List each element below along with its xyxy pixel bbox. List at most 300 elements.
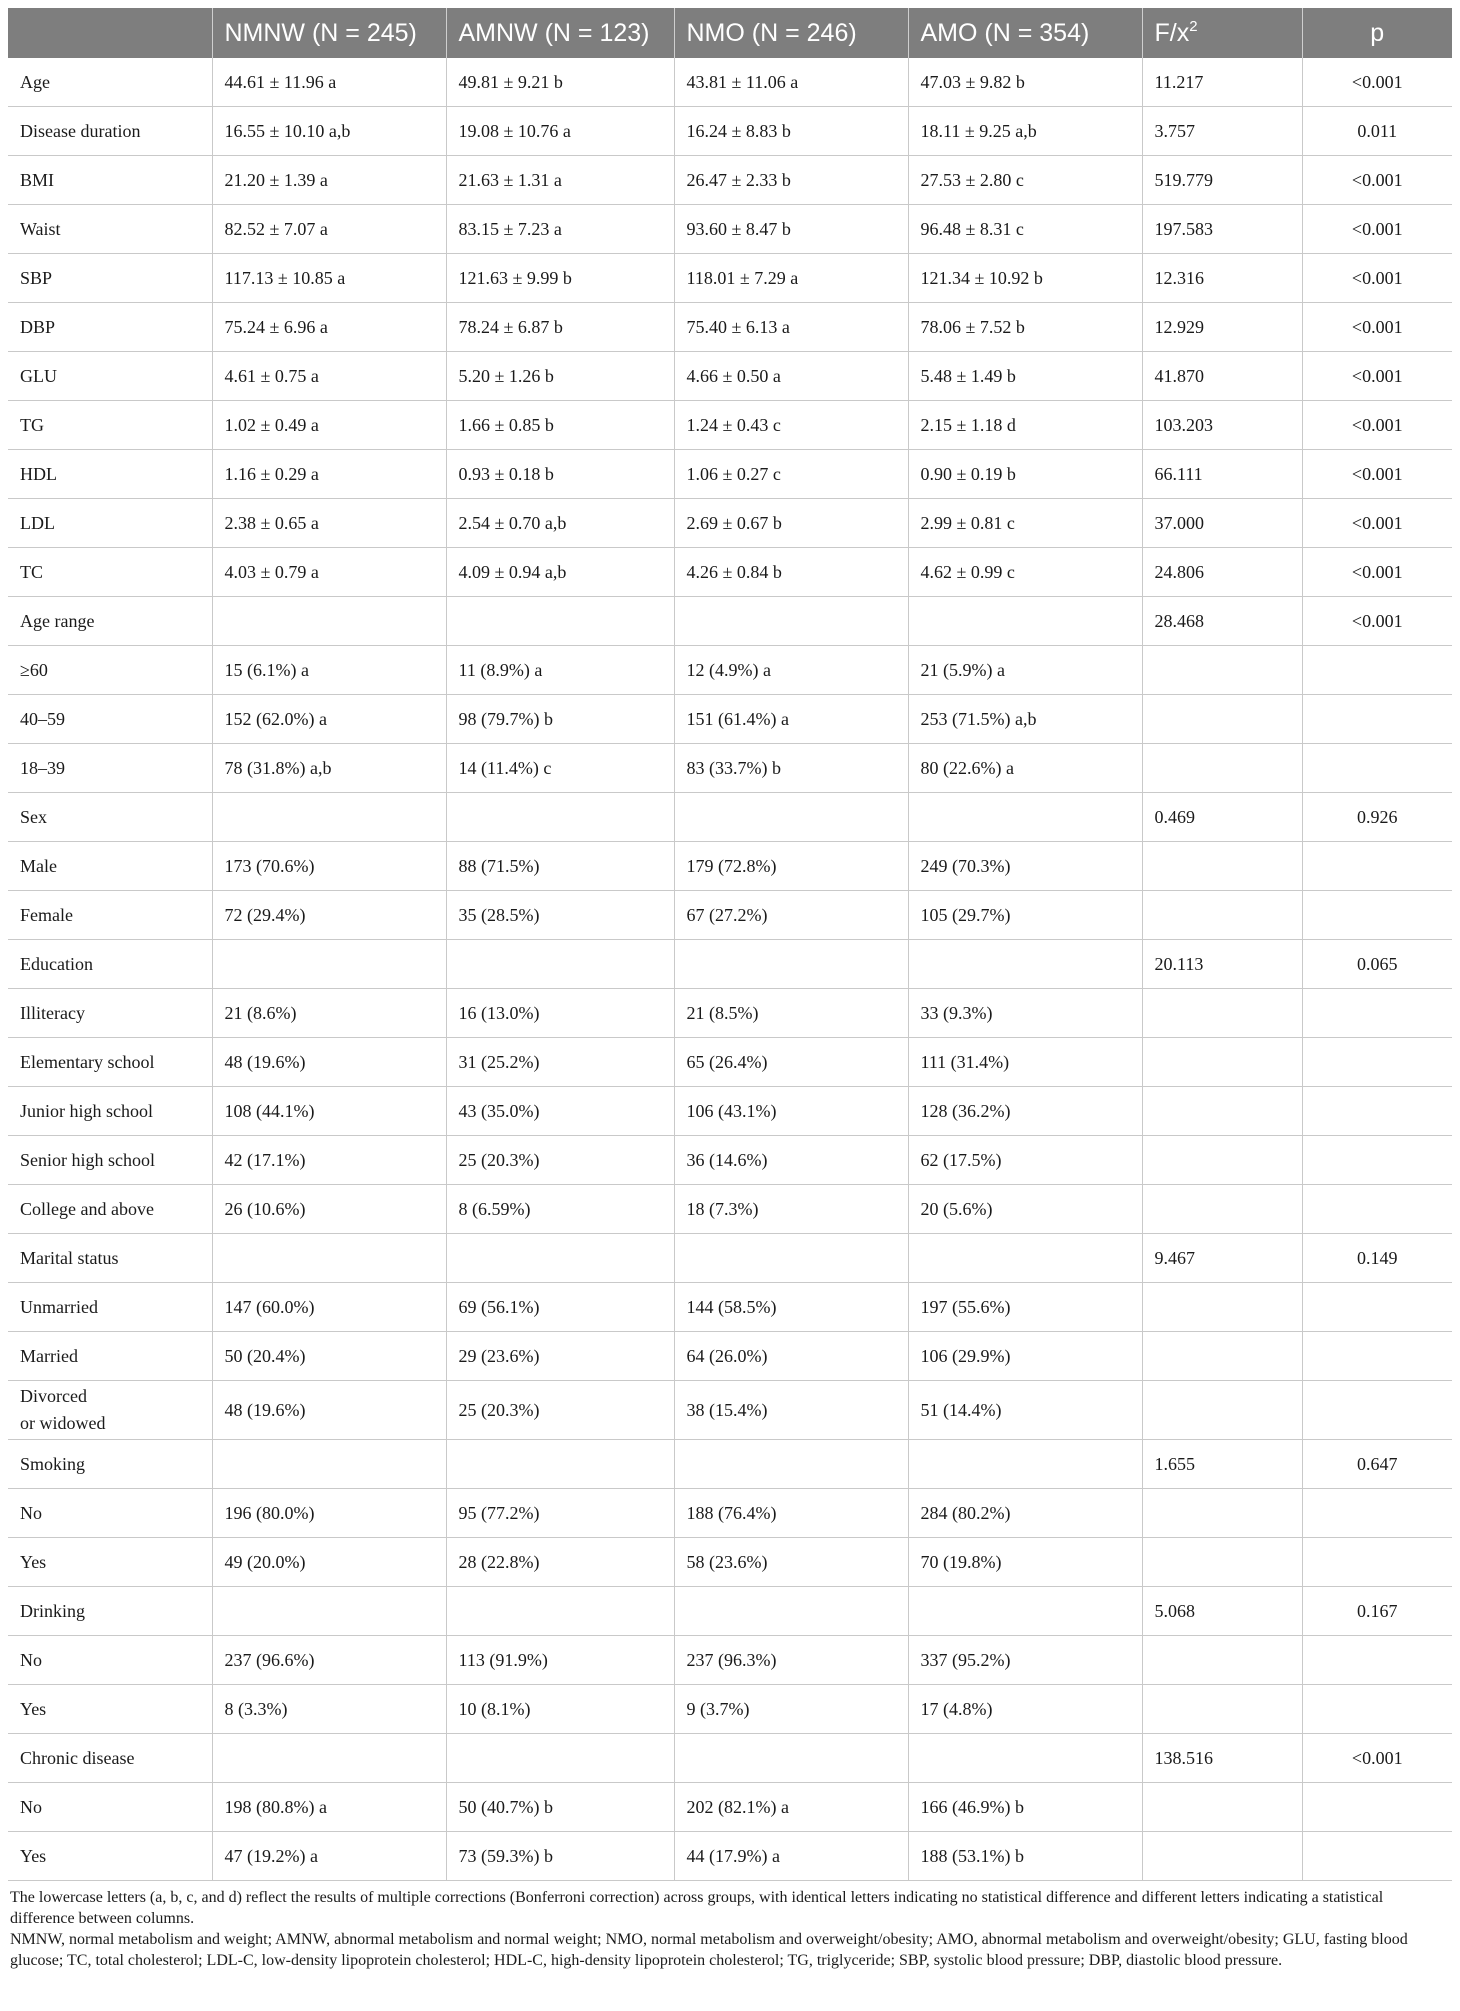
row-label-cell: Senior high school — [8, 1136, 212, 1185]
table-cell: 20.113 — [1142, 940, 1302, 989]
table-cell: 27.53 ± 2.80 c — [908, 156, 1142, 205]
table-cell — [1142, 695, 1302, 744]
table-row — [8, 1440, 1452, 1489]
table-cell: 58 (23.6%) — [674, 1538, 908, 1587]
table-row — [8, 499, 1452, 548]
table-cell: 2.54 ± 0.70 a,b — [446, 499, 674, 548]
table-row — [8, 940, 1452, 989]
table-cell: <0.001 — [1302, 205, 1452, 254]
table-cell: 62 (17.5%) — [908, 1136, 1142, 1185]
table-cell: 11 (8.9%) a — [446, 646, 674, 695]
row-label-cell: Married — [8, 1332, 212, 1381]
table-cell: 188 (53.1%) b — [908, 1832, 1142, 1881]
table-cell: 83 (33.7%) b — [674, 744, 908, 793]
row-label-cell: Yes — [8, 1685, 212, 1734]
table-row — [8, 1538, 1452, 1587]
row-label-cell: Disease duration — [8, 107, 212, 156]
table-cell: 103.203 — [1142, 401, 1302, 450]
row-label-cell: Yes — [8, 1538, 212, 1587]
table-cell: 0.926 — [1302, 793, 1452, 842]
table-cell: 4.26 ± 0.84 b — [674, 548, 908, 597]
table-cell: 16 (13.0%) — [446, 989, 674, 1038]
table-cell: 1.16 ± 0.29 a — [212, 450, 446, 499]
table-cell: 21 (8.6%) — [212, 989, 446, 1038]
table-cell: 173 (70.6%) — [212, 842, 446, 891]
header-cell-statistic — [1142, 8, 1302, 58]
table-cell — [1142, 842, 1302, 891]
table-cell: 9 (3.7%) — [674, 1685, 908, 1734]
table-cell: 197.583 — [1142, 205, 1302, 254]
data-table — [8, 8, 1452, 1881]
table-cell — [446, 1234, 674, 1283]
table-cell — [908, 597, 1142, 646]
table-cell — [1142, 1489, 1302, 1538]
table-cell — [1302, 1038, 1452, 1087]
table-cell: 96.48 ± 8.31 c — [908, 205, 1142, 254]
table-footnotes — [8, 1887, 1450, 1971]
table-cell: 0.167 — [1302, 1587, 1452, 1636]
table-cell — [212, 597, 446, 646]
row-label-cell: College and above — [8, 1185, 212, 1234]
table-cell: 0.93 ± 0.18 b — [446, 450, 674, 499]
table-cell: 196 (80.0%) — [212, 1489, 446, 1538]
row-label-cell: No — [8, 1489, 212, 1538]
table-cell: 138.516 — [1142, 1734, 1302, 1783]
table-row — [8, 1685, 1452, 1734]
row-label-cell: Elementary school — [8, 1038, 212, 1087]
table-cell: 80 (22.6%) a — [908, 744, 1142, 793]
table-cell: 12.316 — [1142, 254, 1302, 303]
row-label-cell: Age — [8, 58, 212, 107]
table-cell: 48 (19.6%) — [212, 1038, 446, 1087]
table-cell: 69 (56.1%) — [446, 1283, 674, 1332]
row-label-line: or widowed — [20, 1413, 106, 1433]
table-cell: 25 (20.3%) — [446, 1136, 674, 1185]
table-cell: 4.09 ± 0.94 a,b — [446, 548, 674, 597]
table-cell — [1142, 1038, 1302, 1087]
table-cell: 284 (80.2%) — [908, 1489, 1142, 1538]
table-cell — [674, 1734, 908, 1783]
table-cell: 35 (28.5%) — [446, 891, 674, 940]
table-cell: 31 (25.2%) — [446, 1038, 674, 1087]
table-row — [8, 156, 1452, 205]
table-cell — [1142, 646, 1302, 695]
table-cell — [212, 940, 446, 989]
table-cell — [908, 793, 1142, 842]
table-row — [8, 1283, 1452, 1332]
table-cell: 47 (19.2%) a — [212, 1832, 446, 1881]
row-label-cell: DBP — [8, 303, 212, 352]
table-cell: 78.06 ± 7.52 b — [908, 303, 1142, 352]
table-cell: 64 (26.0%) — [674, 1332, 908, 1381]
table-cell — [212, 793, 446, 842]
table-cell — [908, 1440, 1142, 1489]
table-cell: 0.149 — [1302, 1234, 1452, 1283]
table-cell: 117.13 ± 10.85 a — [212, 254, 446, 303]
table-cell: 49.81 ± 9.21 b — [446, 58, 674, 107]
table-cell: <0.001 — [1302, 597, 1452, 646]
table-row — [8, 744, 1452, 793]
table-cell — [674, 1587, 908, 1636]
table-cell: 3.757 — [1142, 107, 1302, 156]
table-cell: 0.90 ± 0.19 b — [908, 450, 1142, 499]
table-cell: 105 (29.7%) — [908, 891, 1142, 940]
table-cell: <0.001 — [1302, 303, 1452, 352]
table-cell — [1302, 1832, 1452, 1881]
table-cell: 75.40 ± 6.13 a — [674, 303, 908, 352]
table-cell — [1302, 1087, 1452, 1136]
table-cell: 26 (10.6%) — [212, 1185, 446, 1234]
row-label-cell: TG — [8, 401, 212, 450]
header-row — [8, 8, 1452, 58]
row-label-cell: Male — [8, 842, 212, 891]
row-label-cell: Drinking — [8, 1587, 212, 1636]
table-row — [8, 1234, 1452, 1283]
table-cell — [1142, 1087, 1302, 1136]
table-cell: 4.62 ± 0.99 c — [908, 548, 1142, 597]
table-cell: <0.001 — [1302, 156, 1452, 205]
table-cell: 1.66 ± 0.85 b — [446, 401, 674, 450]
table-cell: 25 (20.3%) — [446, 1381, 674, 1440]
table-cell: 36 (14.6%) — [674, 1136, 908, 1185]
table-cell: 4.66 ± 0.50 a — [674, 352, 908, 401]
table-cell — [1142, 1538, 1302, 1587]
table-cell: 179 (72.8%) — [674, 842, 908, 891]
table-cell: 0.011 — [1302, 107, 1452, 156]
table-cell: 5.48 ± 1.49 b — [908, 352, 1142, 401]
table-row — [8, 1587, 1452, 1636]
table-cell: 14 (11.4%) c — [446, 744, 674, 793]
table-cell: 118.01 ± 7.29 a — [674, 254, 908, 303]
row-label-cell: Waist — [8, 205, 212, 254]
table-cell — [674, 793, 908, 842]
table-cell: 106 (29.9%) — [908, 1332, 1142, 1381]
table-cell: 44 (17.9%) a — [674, 1832, 908, 1881]
row-label-cell: Illiteracy — [8, 989, 212, 1038]
table-cell: 78 (31.8%) a,b — [212, 744, 446, 793]
header-cell-amo: AMO (N = 354) — [908, 8, 1142, 58]
table-cell: 95 (77.2%) — [446, 1489, 674, 1538]
table-cell: 70 (19.8%) — [908, 1538, 1142, 1587]
table-cell — [212, 1234, 446, 1283]
table-cell: 2.69 ± 0.67 b — [674, 499, 908, 548]
table-cell: 88 (71.5%) — [446, 842, 674, 891]
table-cell — [1302, 1685, 1452, 1734]
row-label-cell: No — [8, 1636, 212, 1685]
table-cell: 19.08 ± 10.76 a — [446, 107, 674, 156]
table-row — [8, 303, 1452, 352]
table-cell: <0.001 — [1302, 352, 1452, 401]
table-row — [8, 1087, 1452, 1136]
table-cell: 4.61 ± 0.75 a — [212, 352, 446, 401]
table-row — [8, 401, 1452, 450]
row-label-cell: TC — [8, 548, 212, 597]
table-cell: 28.468 — [1142, 597, 1302, 646]
table-cell: 11.217 — [1142, 58, 1302, 107]
table-cell: 144 (58.5%) — [674, 1283, 908, 1332]
table-cell — [674, 597, 908, 646]
table-cell: 42 (17.1%) — [212, 1136, 446, 1185]
table-cell: 2.38 ± 0.65 a — [212, 499, 446, 548]
table-cell — [1302, 695, 1452, 744]
table-cell — [908, 1734, 1142, 1783]
table-cell — [1302, 891, 1452, 940]
table-cell: 29 (23.6%) — [446, 1332, 674, 1381]
table-cell: <0.001 — [1302, 58, 1452, 107]
row-label-cell: ≥60 — [8, 646, 212, 695]
row-label-cell: Chronic disease — [8, 1734, 212, 1783]
table-cell: 67 (27.2%) — [674, 891, 908, 940]
table-cell: 44.61 ± 11.96 a — [212, 58, 446, 107]
footnote-abbreviations: NMNW, normal metabolism and weight; AMNW, abnormal metabolism and normal weight; NMO, normal metabolism and overweight/obesity; AMO, abnormal metabolism and overweight/obesity; GLU, fasting blood glucose; TC, total cholesterol; LDL-C, low-density lipoprotein cholesterol; HDL-C, high-density lipoprotein cholesterol; TG, triglyceride; SBP, systolic blood pressure; DBP, diastolic blood pressure. — [10, 1931, 1408, 1969]
header-cell-nmnw: NMNW (N = 245) — [212, 8, 446, 58]
table-cell: 24.806 — [1142, 548, 1302, 597]
table-cell — [446, 940, 674, 989]
row-label-cell: 40–59 — [8, 695, 212, 744]
table-cell — [212, 1440, 446, 1489]
table-cell: 253 (71.5%) a,b — [908, 695, 1142, 744]
table-cell: <0.001 — [1302, 548, 1452, 597]
table-cell: 202 (82.1%) a — [674, 1783, 908, 1832]
table-cell: 16.24 ± 8.83 b — [674, 107, 908, 156]
table-row — [8, 205, 1452, 254]
table-cell: 151 (61.4%) a — [674, 695, 908, 744]
table-cell: 108 (44.1%) — [212, 1087, 446, 1136]
table-cell — [1302, 1636, 1452, 1685]
row-label-cell: Junior high school — [8, 1087, 212, 1136]
table-cell: 237 (96.6%) — [212, 1636, 446, 1685]
row-label-cell: Female — [8, 891, 212, 940]
table-cell: <0.001 — [1302, 254, 1452, 303]
table-cell: 166 (46.9%) b — [908, 1783, 1142, 1832]
table-row — [8, 450, 1452, 499]
table-row — [8, 254, 1452, 303]
row-label-cell: Age range — [8, 597, 212, 646]
table-cell — [674, 940, 908, 989]
table-cell — [212, 1587, 446, 1636]
table-cell: 18.11 ± 9.25 a,b — [908, 107, 1142, 156]
table-cell: <0.001 — [1302, 499, 1452, 548]
row-label-cell: Marital status — [8, 1234, 212, 1283]
table-cell — [1302, 1538, 1452, 1587]
table-cell — [1142, 1136, 1302, 1185]
table-cell: 20 (5.6%) — [908, 1185, 1142, 1234]
table-cell: 21 (8.5%) — [674, 989, 908, 1038]
table-cell: 37.000 — [1142, 499, 1302, 548]
table-cell: 66.111 — [1142, 450, 1302, 499]
row-label-cell: No — [8, 1783, 212, 1832]
table-cell: 0.647 — [1302, 1440, 1452, 1489]
table-cell — [1142, 1185, 1302, 1234]
table-cell: 128 (36.2%) — [908, 1087, 1142, 1136]
row-label-cell: Sex — [8, 793, 212, 842]
table-row — [8, 1734, 1452, 1783]
table-cell: 50 (40.7%) b — [446, 1783, 674, 1832]
table-cell: 337 (95.2%) — [908, 1636, 1142, 1685]
table-cell: 188 (76.4%) — [674, 1489, 908, 1538]
table-cell: 16.55 ± 10.10 a,b — [212, 107, 446, 156]
table-cell — [1142, 1636, 1302, 1685]
table-cell: 8 (3.3%) — [212, 1685, 446, 1734]
table-cell: 12.929 — [1142, 303, 1302, 352]
table-cell: 0.065 — [1302, 940, 1452, 989]
table-row — [8, 842, 1452, 891]
table-cell — [1302, 1381, 1452, 1440]
table-cell: 5.068 — [1142, 1587, 1302, 1636]
table-cell: 5.20 ± 1.26 b — [446, 352, 674, 401]
table-cell — [1302, 1783, 1452, 1832]
table-cell — [674, 1440, 908, 1489]
table-cell: 152 (62.0%) a — [212, 695, 446, 744]
table-row — [8, 646, 1452, 695]
table-cell: 249 (70.3%) — [908, 842, 1142, 891]
table-row — [8, 597, 1452, 646]
row-label-cell: SBP — [8, 254, 212, 303]
row-label-line: Divorced — [20, 1386, 87, 1406]
table-cell: 26.47 ± 2.33 b — [674, 156, 908, 205]
row-label-cell: Yes — [8, 1832, 212, 1881]
table-cell — [1142, 744, 1302, 793]
table-cell: 237 (96.3%) — [674, 1636, 908, 1685]
table-cell: 41.870 — [1142, 352, 1302, 401]
table-cell — [1302, 842, 1452, 891]
table-row — [8, 695, 1452, 744]
table-cell: 198 (80.8%) a — [212, 1783, 446, 1832]
table-row — [8, 58, 1452, 107]
table-row — [8, 548, 1452, 597]
table-cell: 1.06 ± 0.27 c — [674, 450, 908, 499]
table-cell: 111 (31.4%) — [908, 1038, 1142, 1087]
table-row — [8, 1832, 1452, 1881]
table-row — [8, 891, 1452, 940]
table-cell — [446, 1734, 674, 1783]
table-cell: <0.001 — [1302, 450, 1452, 499]
table-cell — [1302, 989, 1452, 1038]
table-row — [8, 793, 1452, 842]
table-cell: <0.001 — [1302, 401, 1452, 450]
row-label-cell: GLU — [8, 352, 212, 401]
table-cell: 21 (5.9%) a — [908, 646, 1142, 695]
row-label-cell: HDL — [8, 450, 212, 499]
table-cell — [1142, 1783, 1302, 1832]
table-cell: 147 (60.0%) — [212, 1283, 446, 1332]
table-cell: 43.81 ± 11.06 a — [674, 58, 908, 107]
table-cell: 2.15 ± 1.18 d — [908, 401, 1142, 450]
table-cell: 4.03 ± 0.79 a — [212, 548, 446, 597]
table-cell: 0.469 — [1142, 793, 1302, 842]
table-row — [8, 1381, 1452, 1440]
row-label-cell: Unmarried — [8, 1283, 212, 1332]
table-row — [8, 352, 1452, 401]
table-cell — [1302, 744, 1452, 793]
table-cell: 82.52 ± 7.07 a — [212, 205, 446, 254]
table-cell: 93.60 ± 8.47 b — [674, 205, 908, 254]
header-cell-amnw: AMNW (N = 123) — [446, 8, 674, 58]
header-cell-p: p — [1302, 8, 1452, 58]
header-statistic-superscript: 2 — [1189, 18, 1198, 35]
table-cell: 38 (15.4%) — [674, 1381, 908, 1440]
table-cell: <0.001 — [1302, 1734, 1452, 1783]
table-cell: 9.467 — [1142, 1234, 1302, 1283]
table-cell: 10 (8.1%) — [446, 1685, 674, 1734]
table-cell — [674, 1234, 908, 1283]
footnote-bonferroni: The lowercase letters (a, b, c, and d) reflect the results of multiple corrections (Bonferroni correction) across groups, with identical letters indicating no statistical difference and different letters indicating a statistical difference between columns. — [10, 1889, 1384, 1927]
table-row — [8, 107, 1452, 156]
table-cell: 51 (14.4%) — [908, 1381, 1142, 1440]
table-row — [8, 1783, 1452, 1832]
table-cell: 18 (7.3%) — [674, 1185, 908, 1234]
table-cell — [908, 940, 1142, 989]
table-cell: 197 (55.6%) — [908, 1283, 1142, 1332]
table-cell: 78.24 ± 6.87 b — [446, 303, 674, 352]
row-label-cell: LDL — [8, 499, 212, 548]
table-cell: 121.34 ± 10.92 b — [908, 254, 1142, 303]
row-label-cell — [8, 1381, 212, 1440]
table-cell: 33 (9.3%) — [908, 989, 1142, 1038]
table-cell — [908, 1234, 1142, 1283]
table-cell: 15 (6.1%) a — [212, 646, 446, 695]
table-cell: 65 (26.4%) — [674, 1038, 908, 1087]
table-cell: 83.15 ± 7.23 a — [446, 205, 674, 254]
table-body — [8, 58, 1452, 1881]
table-cell: 519.779 — [1142, 156, 1302, 205]
table-cell — [446, 597, 674, 646]
table-cell: 106 (43.1%) — [674, 1087, 908, 1136]
row-label-cell: Smoking — [8, 1440, 212, 1489]
table-cell: 1.655 — [1142, 1440, 1302, 1489]
table-cell: 1.24 ± 0.43 c — [674, 401, 908, 450]
table-cell: 49 (20.0%) — [212, 1538, 446, 1587]
table-cell — [1142, 1832, 1302, 1881]
table-cell: 21.20 ± 1.39 a — [212, 156, 446, 205]
table-row — [8, 1636, 1452, 1685]
row-label-cell: BMI — [8, 156, 212, 205]
table-cell: 28 (22.8%) — [446, 1538, 674, 1587]
table-cell: 72 (29.4%) — [212, 891, 446, 940]
table-cell — [1302, 646, 1452, 695]
table-cell: 50 (20.4%) — [212, 1332, 446, 1381]
table-row — [8, 1136, 1452, 1185]
table-cell — [1142, 1283, 1302, 1332]
table-cell: 121.63 ± 9.99 b — [446, 254, 674, 303]
table-row — [8, 1185, 1452, 1234]
table-row — [8, 1038, 1452, 1087]
table-cell: 12 (4.9%) a — [674, 646, 908, 695]
header-cell-nmo: NMO (N = 246) — [674, 8, 908, 58]
table-cell: 113 (91.9%) — [446, 1636, 674, 1685]
table-cell — [446, 1587, 674, 1636]
table-cell — [446, 1440, 674, 1489]
table-cell: 21.63 ± 1.31 a — [446, 156, 674, 205]
table-row — [8, 989, 1452, 1038]
row-label-cell: Education — [8, 940, 212, 989]
table-cell — [1302, 1489, 1452, 1538]
table-container — [8, 8, 1452, 1971]
table-cell — [1142, 989, 1302, 1038]
table-cell: 2.99 ± 0.81 c — [908, 499, 1142, 548]
table-row — [8, 1489, 1452, 1538]
table-cell — [1142, 1381, 1302, 1440]
table-cell — [1142, 1685, 1302, 1734]
table-cell — [1302, 1185, 1452, 1234]
table-cell: 48 (19.6%) — [212, 1381, 446, 1440]
table-cell: 17 (4.8%) — [908, 1685, 1142, 1734]
table-cell: 8 (6.59%) — [446, 1185, 674, 1234]
table-cell: 47.03 ± 9.82 b — [908, 58, 1142, 107]
table-cell — [1302, 1136, 1452, 1185]
header-cell-variable — [8, 8, 212, 58]
table-cell — [446, 793, 674, 842]
